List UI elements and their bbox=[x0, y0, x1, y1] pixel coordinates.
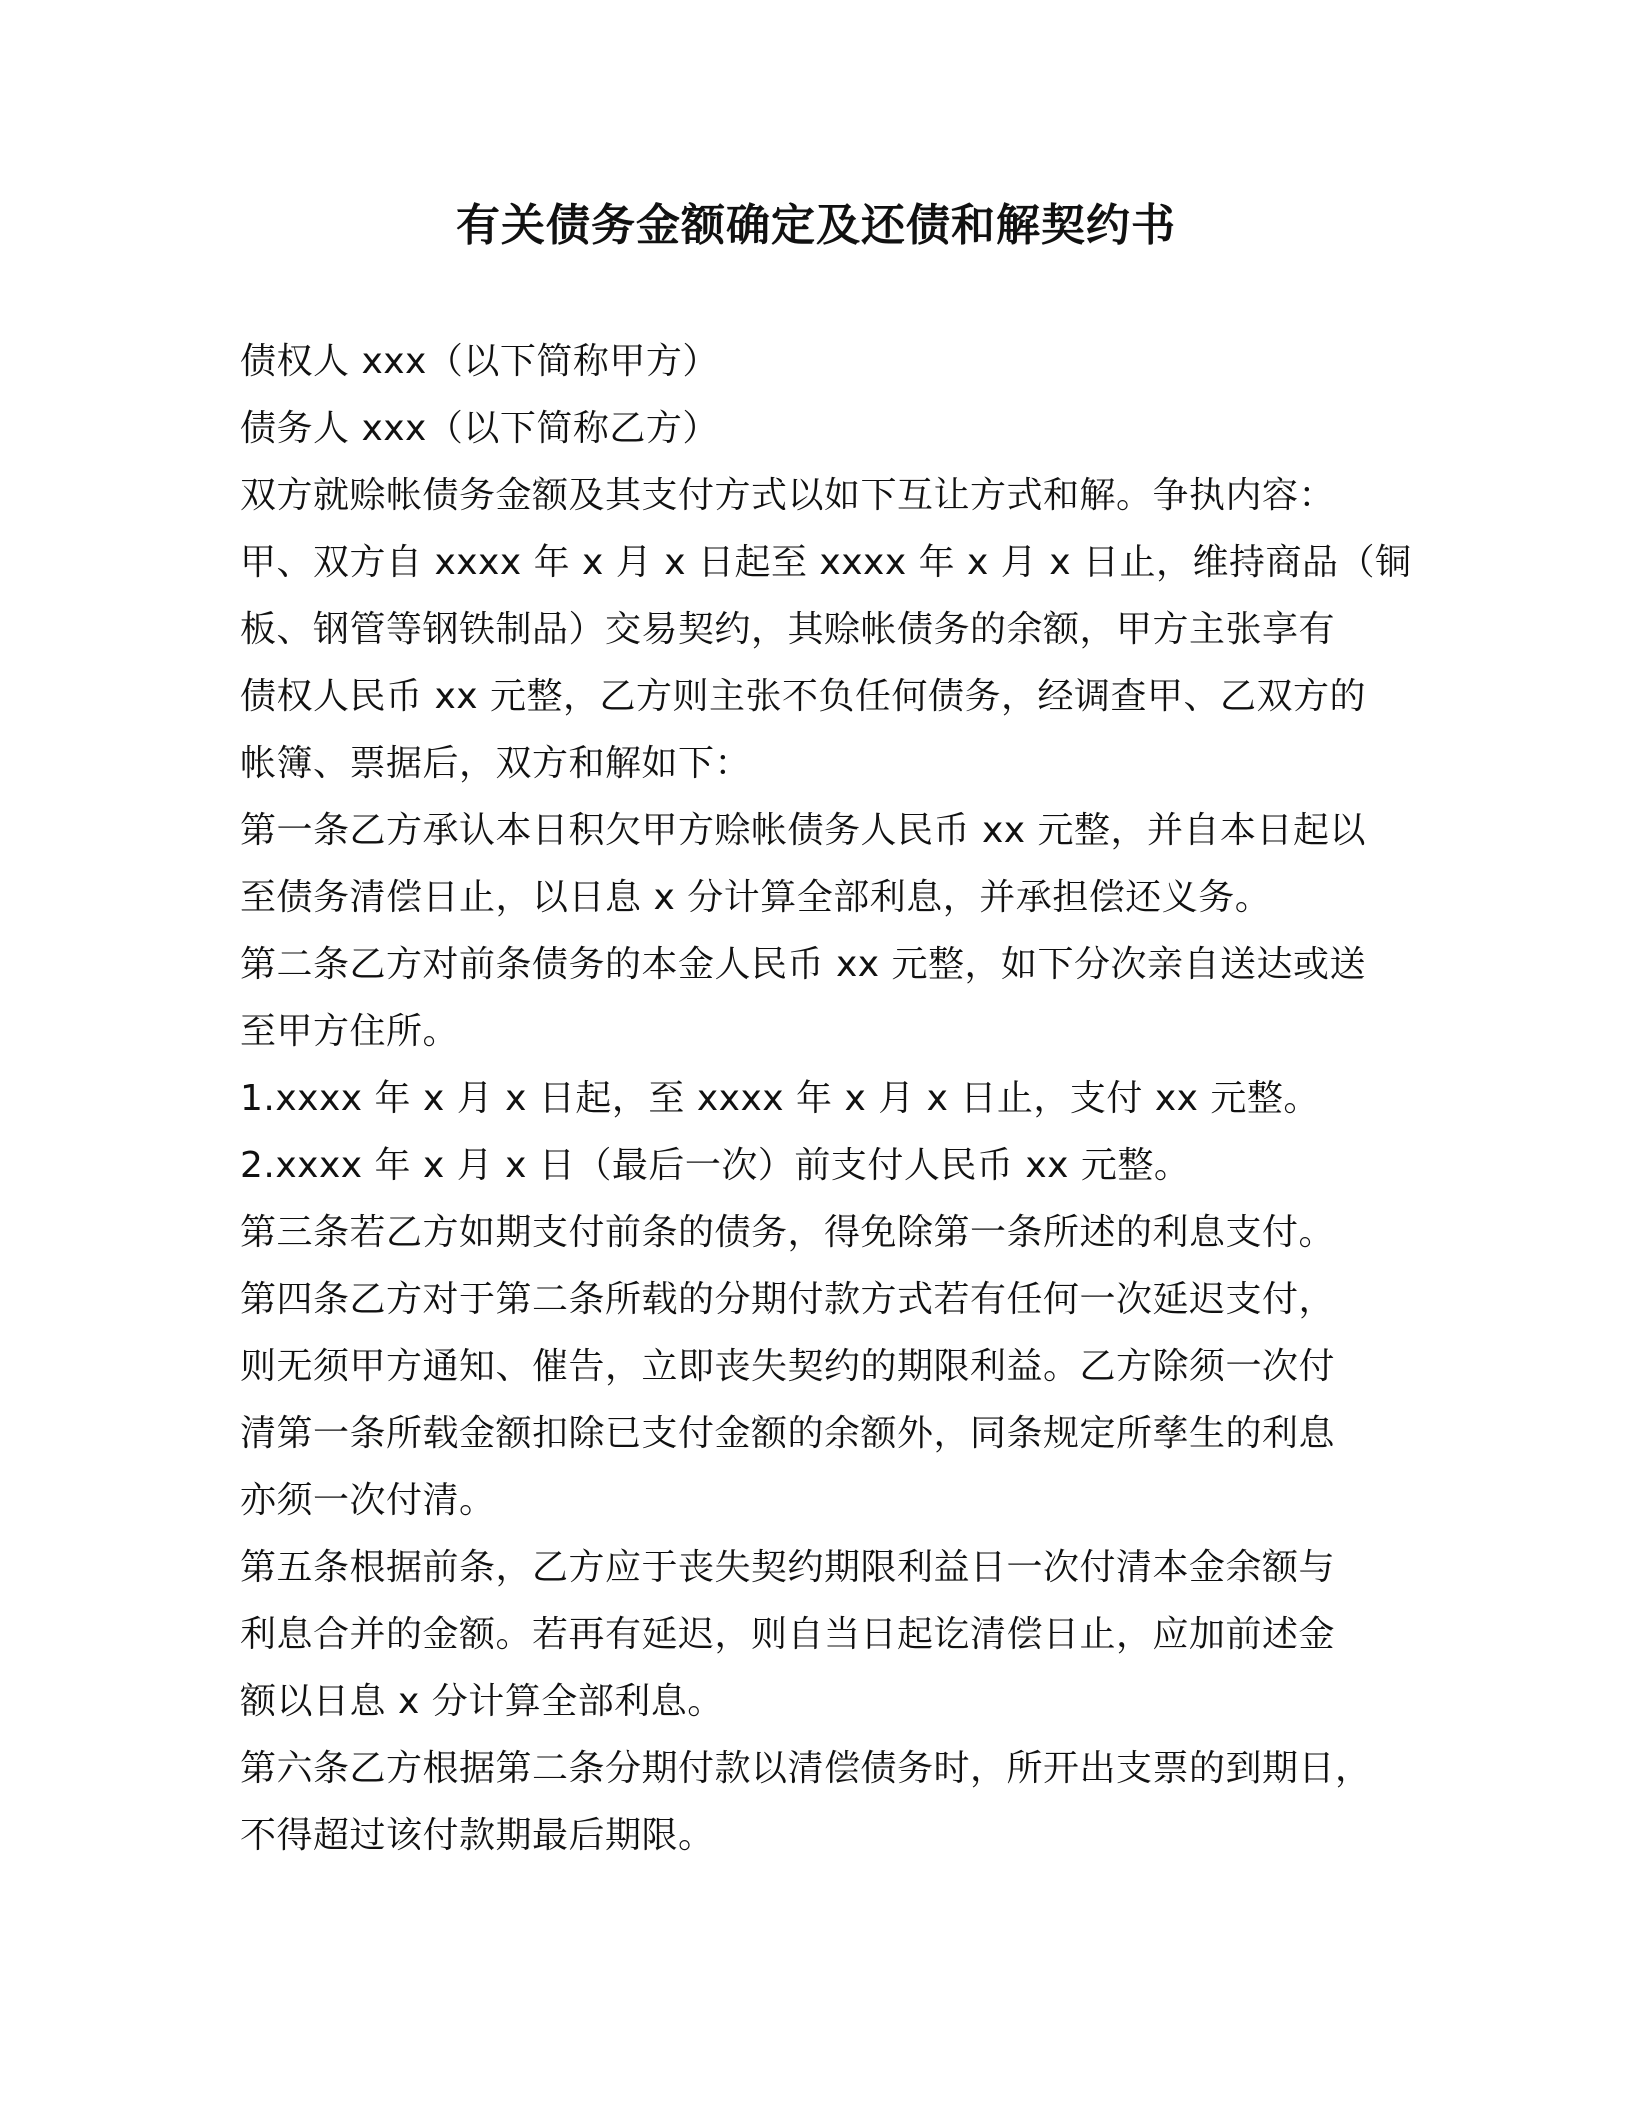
article-1-line: 至债务清偿日止，以日息 x 分计算全部利息，并承担偿还义务。 bbox=[240, 877, 1272, 918]
article-5-line: 利息合并的金额。若再有延迟，则自当日起讫清偿日止，应加前述金 bbox=[240, 1614, 1336, 1655]
line-debtor: 债务人 xxx（以下简称乙方） bbox=[240, 408, 719, 449]
installment-1-line: 1.xxxx 年 x 月 x 日起，至 xxxx 年 x 月 x 日止，支付 xx 元整。 bbox=[240, 1078, 1320, 1119]
article-6-line: 第六条乙方根据第二条分期付款以清偿债务时，所开出支票的到期日， bbox=[240, 1748, 1372, 1789]
article-4-line: 清第一条所载金额扣除已支付金额的余额外，同条规定所孳生的利息 bbox=[240, 1413, 1336, 1454]
article-2-line: 第二条乙方对前条债务的本金人民币 xx 元整，如下分次亲自送达或送 bbox=[240, 944, 1366, 985]
article-5-line: 额以日息 x 分计算全部利息。 bbox=[240, 1681, 724, 1722]
article-5-line: 第五条根据前条，乙方应于丧失契约期限利益日一次付清本金余额与 bbox=[240, 1547, 1336, 1588]
document-body bbox=[240, 328, 1412, 1869]
article-4-line: 则无须甲方通知、催告，立即丧失契约的期限利益。乙方除须一次付 bbox=[240, 1346, 1336, 1387]
paragraph-line: 板、钢管等钢铁制品）交易契约，其赊帐债务的余额，甲方主张享有 bbox=[240, 609, 1336, 650]
paragraph-line: 帐簿、票据后，双方和解如下： bbox=[240, 743, 752, 784]
article-6-line: 不得超过该付款期最后期限。 bbox=[240, 1815, 715, 1856]
article-2-line: 至甲方住所。 bbox=[240, 1011, 460, 1052]
article-3-line: 第三条若乙方如期支付前条的债务，得免除第一条所述的利息支付。 bbox=[240, 1212, 1336, 1253]
article-1-line: 第一条乙方承认本日积欠甲方赊帐债务人民币 xx 元整，并自本日起以 bbox=[240, 810, 1366, 851]
line-creditor: 债权人 xxx（以下简称甲方） bbox=[240, 341, 719, 382]
paragraph-line: 双方就赊帐债务金额及其支付方式以如下互让方式和解。争执内容： bbox=[240, 475, 1336, 516]
paragraph-line: 债权人民币 xx 元整，乙方则主张不负任何债务，经调查甲、乙双方的 bbox=[240, 676, 1366, 717]
installment-2-line: 2.xxxx 年 x 月 x 日（最后一次）前支付人民币 xx 元整。 bbox=[240, 1145, 1191, 1186]
article-4-line: 亦须一次付清。 bbox=[240, 1480, 496, 1521]
article-4-line: 第四条乙方对于第二条所载的分期付款方式若有任何一次延迟支付， bbox=[240, 1279, 1336, 1320]
document-title: 有关债务金额确定及还债和解契约书 bbox=[456, 200, 1176, 251]
paragraph-line: 甲、双方自 xxxx 年 x 月 x 日起至 xxxx 年 x 月 x 日止，维持商品（铜 bbox=[240, 542, 1412, 583]
